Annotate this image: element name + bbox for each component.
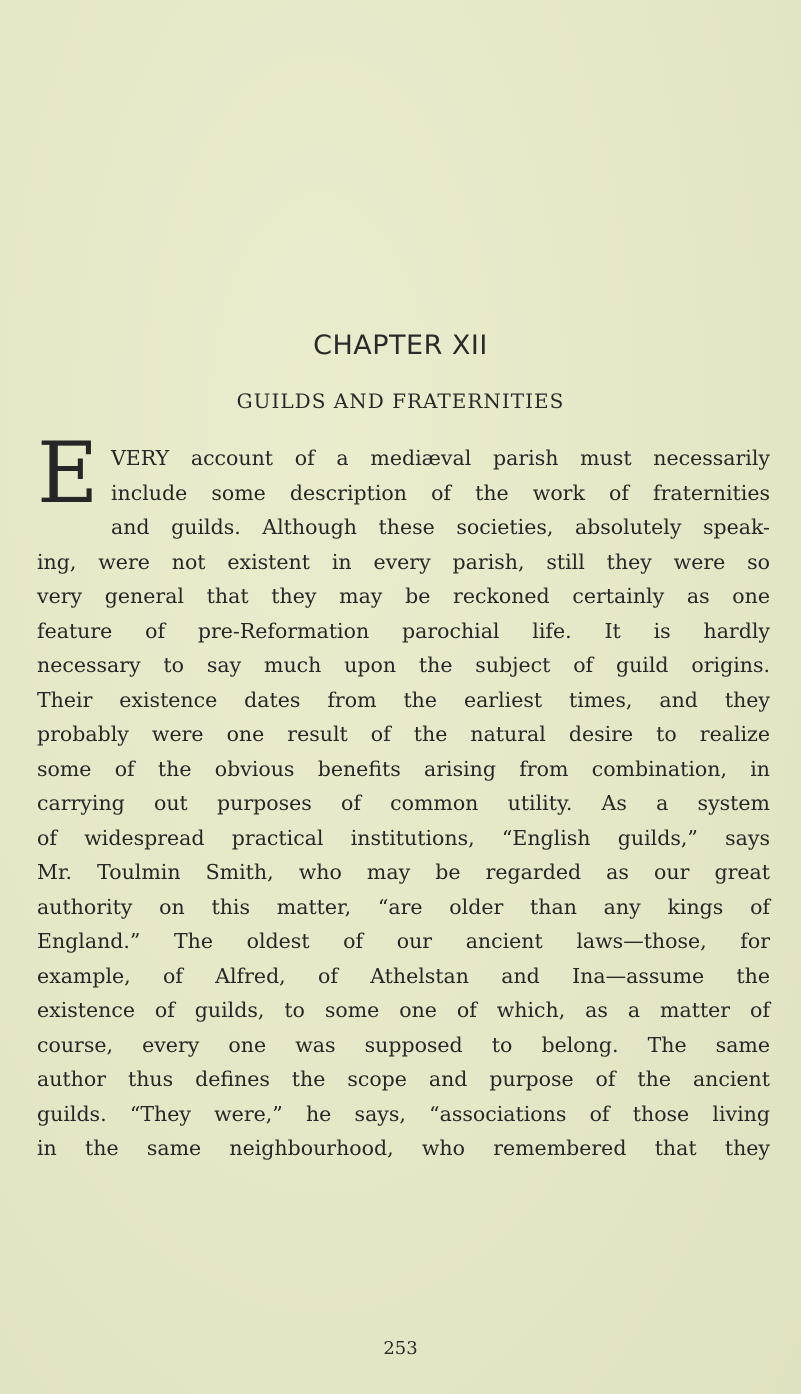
text-line: in the same neighbourhood, who remembered that they [37, 1136, 770, 1160]
text-line: and guilds. Although these societies, absolutely speak- [111, 515, 770, 539]
text-line: of widespread practical institutions, “English guilds,” says [37, 825, 770, 850]
text-line: ing, were not existent in every parish, still they were so [37, 549, 770, 574]
chapter-title: CHAPTER XII [313, 330, 488, 361]
chapter-subtitle: GUILDS AND FRATERNITIES [236, 389, 565, 413]
text-line: carrying out purposes of common utility. As a system [37, 791, 770, 815]
text-line: some of the obvious benefits arising from combination, in [37, 756, 770, 781]
text-line: example, of Alfred, of Athelstan and Ina—assume the [37, 963, 770, 988]
text-line: guilds. “They were,” he says, “associations of those living [37, 1101, 770, 1126]
text-line: Mr. Toulmin Smith, who may be regarded as our great [37, 860, 770, 884]
text-line: authority on this matter, “are older than any kings of [37, 894, 770, 919]
text-line: include some description of the work of fraternities [111, 480, 770, 505]
text-line: Their existence dates from the earliest times, and they [37, 687, 770, 712]
page-number: 253 [383, 1338, 418, 1359]
text-line: VERY account of a mediæval parish must necessarily [111, 446, 770, 470]
drop-cap: E [37, 424, 99, 522]
text-line: very general that they may be reckoned certainly as one [37, 584, 770, 608]
text-line: necessary to say much upon the subject of guild origins. [37, 653, 770, 677]
text-line: probably were one result of the natural desire to realize [37, 722, 770, 746]
text-line: course, every one was supposed to belong. The same [37, 1032, 770, 1057]
text-line: feature of pre-Reformation parochial life. It is hardly [37, 618, 770, 643]
text-line: England.” The oldest of our ancient laws—those, for [37, 929, 770, 953]
text-line: existence of guilds, to some one of which, as a matter of [37, 998, 770, 1022]
text-line: author thus defines the scope and purpose of the ancient [37, 1067, 770, 1091]
